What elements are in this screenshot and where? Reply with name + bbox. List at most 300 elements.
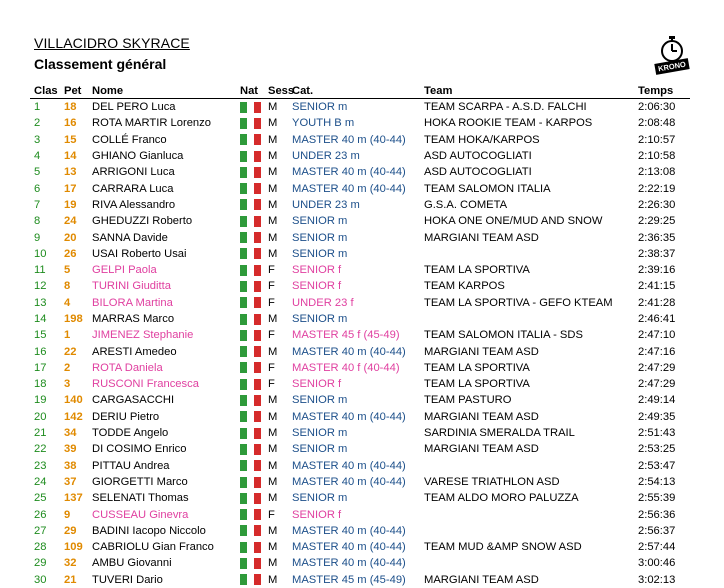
sex-cell: M — [268, 459, 278, 472]
category-cell: MASTER 40 m (40-44) — [292, 133, 406, 146]
sex-cell: M — [268, 150, 278, 163]
rank-cell: 27 — [34, 524, 47, 537]
krono-logo — [655, 35, 689, 75]
sex-cell: F — [268, 296, 275, 309]
rank-cell: 23 — [34, 459, 47, 472]
sex-cell: M — [268, 443, 278, 456]
name-cell: GHEDUZZI Roberto — [92, 215, 193, 228]
category-cell: MASTER 40 m (40-44) — [292, 541, 406, 554]
sex-cell: F — [268, 329, 275, 342]
nat-cell — [236, 392, 264, 408]
rank-cell: 11 — [34, 264, 46, 277]
nat-cell — [236, 197, 264, 213]
results-body — [30, 99, 690, 588]
name-cell: BADINI Iacopo Niccolo — [92, 524, 206, 537]
table-row — [30, 425, 690, 441]
sex-cell: M — [268, 247, 278, 260]
team-cell — [420, 506, 634, 522]
table-row — [30, 246, 690, 262]
italy-flag-icon — [240, 509, 261, 520]
sex-cell: F — [268, 508, 275, 521]
italy-flag-icon — [240, 558, 261, 569]
italy-flag-icon — [240, 395, 261, 406]
bib-cell: 5 — [64, 264, 71, 277]
nat-cell — [236, 213, 264, 229]
bib-cell: 8 — [64, 280, 71, 293]
time-cell: 3:02:13 — [638, 573, 676, 586]
name-cell: GIORGETTI Marco — [92, 475, 188, 488]
name-cell: PITTAU Andrea — [92, 459, 170, 472]
nat-cell — [236, 506, 264, 522]
header-nome: Nome — [88, 84, 236, 99]
name-cell: RIVA Alessandro — [92, 198, 176, 211]
italy-flag-icon — [240, 314, 261, 325]
sex-cell: M — [268, 492, 278, 505]
header-team: Team — [420, 84, 634, 99]
header-clas: Clas — [30, 84, 60, 99]
category-cell: SENIOR m — [292, 492, 348, 505]
nat-cell — [236, 148, 264, 164]
time-cell: 2:26:30 — [638, 198, 676, 211]
nat-cell — [236, 311, 264, 327]
time-cell: 2:51:43 — [638, 427, 676, 440]
sex-cell: M — [268, 524, 278, 537]
rank-cell: 30 — [34, 573, 47, 586]
team-cell: TEAM SCARPA - A.S.D. FALCHI — [424, 101, 587, 114]
rank-cell: 10 — [34, 247, 47, 260]
nat-cell — [236, 409, 264, 425]
team-cell: G.S.A. COMETA — [424, 198, 508, 211]
name-cell: JIMENEZ Stephanie — [92, 329, 194, 342]
sex-cell: M — [268, 427, 278, 440]
rank-cell: 2 — [34, 117, 41, 130]
bib-cell: 17 — [64, 182, 77, 195]
rank-cell: 15 — [34, 329, 47, 342]
category-cell: MASTER 45 f (45-49) — [292, 329, 400, 342]
category-cell: SENIOR m — [292, 101, 348, 114]
sex-cell: M — [268, 215, 278, 228]
name-cell: CABRIOLU Gian Franco — [92, 541, 214, 554]
rank-cell: 22 — [34, 443, 47, 456]
italy-flag-icon — [240, 232, 261, 243]
results-table — [30, 84, 690, 588]
category-cell: MASTER 40 m (40-44) — [292, 459, 406, 472]
time-cell: 2:38:37 — [638, 247, 676, 260]
bib-cell: 140 — [64, 394, 83, 407]
nat-cell — [236, 490, 264, 506]
team-cell: MARGIANI TEAM ASD — [424, 443, 539, 456]
name-cell: DI COSIMO Enrico — [92, 443, 187, 456]
bib-cell: 137 — [64, 492, 83, 505]
table-row — [30, 441, 690, 457]
nat-cell — [236, 115, 264, 131]
time-cell: 2:46:41 — [638, 313, 676, 325]
rank-cell: 18 — [34, 378, 47, 391]
time-cell: 2:47:16 — [638, 345, 676, 358]
table-row — [30, 490, 690, 506]
italy-flag-icon — [240, 183, 261, 194]
time-cell: 3:00:46 — [638, 557, 676, 570]
rank-cell: 24 — [34, 475, 47, 488]
category-cell: SENIOR f — [292, 280, 342, 293]
italy-flag-icon — [240, 346, 261, 357]
italy-flag-icon — [240, 297, 261, 308]
time-cell: 2:41:15 — [638, 280, 676, 293]
time-cell: 2:08:48 — [638, 117, 676, 130]
italy-flag-icon — [240, 525, 261, 536]
rank-cell: 21 — [34, 427, 47, 440]
sex-cell: F — [268, 280, 275, 293]
time-cell: 2:36:35 — [638, 231, 676, 244]
time-cell: 2:54:13 — [638, 475, 676, 488]
rank-cell: 13 — [34, 296, 47, 309]
sex-cell: M — [268, 394, 278, 407]
category-cell: SENIOR m — [292, 231, 348, 244]
bib-cell: 109 — [64, 541, 83, 554]
sex-cell: M — [268, 101, 278, 114]
team-cell: TEAM LA SPORTIVA — [424, 264, 530, 277]
nat-cell — [236, 458, 264, 474]
italy-flag-icon — [240, 411, 261, 422]
time-cell: 2:56:37 — [638, 524, 676, 537]
team-cell — [420, 555, 634, 571]
italy-flag-icon — [240, 118, 261, 129]
sex-cell: M — [268, 198, 278, 211]
nat-cell — [236, 425, 264, 441]
bib-cell: 39 — [64, 443, 77, 456]
italy-flag-icon — [240, 199, 261, 210]
italy-flag-icon — [240, 542, 261, 553]
name-cell: GHIANO Gianluca — [92, 150, 184, 163]
rank-cell: 8 — [34, 215, 41, 228]
bib-cell: 16 — [64, 117, 77, 130]
sex-cell: M — [268, 345, 278, 358]
time-cell: 2:39:16 — [638, 264, 676, 277]
time-cell: 2:22:19 — [638, 182, 676, 195]
table-row — [30, 360, 690, 376]
sex-cell: M — [268, 573, 278, 586]
team-cell: MARGIANI TEAM ASD — [424, 231, 539, 244]
category-cell: SENIOR m — [292, 427, 348, 440]
rank-cell: 4 — [34, 150, 41, 163]
italy-flag-icon — [240, 428, 261, 439]
table-row — [30, 343, 690, 359]
sex-cell: F — [268, 264, 275, 277]
table-row — [30, 539, 690, 555]
name-cell: TURINI Giuditta — [92, 280, 171, 293]
time-cell: 2:47:10 — [638, 329, 676, 342]
name-cell: MARRAS Marco — [92, 313, 175, 325]
rank-cell: 29 — [34, 557, 47, 570]
time-cell: 2:29:25 — [638, 215, 676, 228]
nat-cell — [236, 132, 264, 148]
nat-cell — [236, 376, 264, 392]
rank-cell: 6 — [34, 182, 41, 195]
bib-cell: 142 — [64, 410, 83, 423]
rank-cell: 26 — [34, 508, 47, 521]
rank-cell: 9 — [34, 231, 41, 244]
italy-flag-icon — [240, 151, 261, 162]
page-subtitle: Classement général — [34, 56, 167, 72]
table-row — [30, 311, 690, 327]
category-cell: UNDER 23 f — [292, 296, 354, 309]
team-cell: MARGIANI TEAM ASD — [424, 410, 539, 423]
name-cell: ARRIGONI Luca — [92, 166, 175, 179]
name-cell: TUVERI Dario — [92, 573, 163, 586]
time-cell: 2:10:58 — [638, 150, 676, 163]
bib-cell: 4 — [64, 296, 71, 309]
italy-flag-icon — [240, 444, 261, 455]
team-cell: TEAM SALOMON ITALIA - SDS — [424, 329, 583, 342]
category-cell: UNDER 23 m — [292, 150, 360, 163]
team-cell: TEAM LA SPORTIVA — [424, 361, 530, 374]
sex-cell: M — [268, 182, 278, 195]
team-cell: TEAM KARPOS — [424, 280, 505, 293]
bib-cell: 29 — [64, 524, 77, 537]
nat-cell — [236, 327, 264, 343]
time-cell: 2:53:25 — [638, 443, 676, 456]
nat-cell — [236, 278, 264, 294]
team-cell: TEAM HOKA/KARPOS — [424, 133, 540, 146]
name-cell: COLLÉ Franco — [92, 133, 167, 146]
bib-cell: 26 — [64, 247, 77, 260]
nat-cell — [236, 360, 264, 376]
time-cell: 2:47:29 — [638, 378, 676, 391]
time-cell: 2:47:29 — [638, 361, 676, 374]
category-cell: MASTER 40 m (40-44) — [292, 524, 406, 537]
bib-cell: 15 — [64, 133, 77, 146]
italy-flag-icon — [240, 102, 261, 113]
category-cell: MASTER 40 m (40-44) — [292, 182, 406, 195]
team-cell: TEAM LA SPORTIVA - GEFO KTEAM — [424, 296, 613, 309]
time-cell: 2:55:39 — [638, 492, 676, 505]
team-cell: TEAM ALDO MORO PALUZZA — [424, 492, 579, 505]
name-cell: DEL PERO Luca — [92, 101, 176, 114]
rank-cell: 19 — [34, 394, 47, 407]
name-cell: TODDE Angelo — [92, 427, 169, 440]
category-cell: YOUTH B m — [292, 117, 355, 130]
event-title: VILLACIDRO SKYRACE — [34, 35, 190, 51]
table-row — [30, 458, 690, 474]
category-cell: SENIOR m — [292, 394, 348, 407]
table-row — [30, 262, 690, 278]
sex-cell: M — [268, 133, 278, 146]
name-cell: AMBU Giovanni — [92, 557, 172, 570]
table-row — [30, 99, 690, 116]
category-cell: MASTER 40 m (40-44) — [292, 345, 406, 358]
sex-cell: M — [268, 475, 278, 488]
italy-flag-icon — [240, 460, 261, 471]
team-cell — [420, 311, 634, 327]
header-sess: Sess — [264, 84, 288, 99]
nat-cell — [236, 164, 264, 180]
italy-flag-icon — [240, 281, 261, 292]
bib-cell: 38 — [64, 459, 77, 472]
rank-cell: 7 — [34, 198, 41, 211]
category-cell: MASTER 45 m (45-49) — [292, 573, 406, 586]
name-cell: DERIU Pietro — [92, 410, 160, 423]
team-cell — [420, 458, 634, 474]
rank-cell: 1 — [34, 101, 41, 114]
sex-cell: F — [268, 361, 275, 374]
name-cell: ROTA Daniela — [92, 361, 163, 374]
italy-flag-icon — [240, 493, 261, 504]
italy-flag-icon — [240, 379, 261, 390]
table-row — [30, 278, 690, 294]
bib-cell: 21 — [64, 573, 77, 586]
rank-cell: 17 — [34, 361, 47, 374]
sex-cell: M — [268, 313, 278, 325]
table-row — [30, 132, 690, 148]
team-cell: TEAM SALOMON ITALIA — [424, 182, 551, 195]
nat-cell — [236, 474, 264, 490]
nat-cell — [236, 441, 264, 457]
bib-cell: 37 — [64, 475, 77, 488]
table-row — [30, 229, 690, 245]
table-row — [30, 409, 690, 425]
category-cell: SENIOR m — [292, 313, 348, 325]
category-cell: SENIOR f — [292, 508, 342, 521]
bib-cell: 34 — [64, 427, 77, 440]
time-cell: 2:41:28 — [638, 296, 676, 309]
nat-cell — [236, 343, 264, 359]
category-cell: SENIOR m — [292, 443, 348, 456]
team-cell: TEAM PASTURO — [424, 394, 512, 407]
table-row — [30, 474, 690, 490]
team-cell: HOKA ONE ONE/MUD AND SNOW — [424, 215, 603, 228]
nat-cell — [236, 555, 264, 571]
time-cell: 2:13:08 — [638, 166, 676, 179]
sex-cell: M — [268, 410, 278, 423]
rank-cell: 16 — [34, 345, 47, 358]
nat-cell — [236, 539, 264, 555]
category-cell: SENIOR m — [292, 247, 348, 260]
time-cell: 2:53:47 — [638, 459, 676, 472]
team-cell: SARDINIA SMERALDA TRAIL — [424, 427, 575, 440]
nat-cell — [236, 246, 264, 262]
logo-text: KRONO — [654, 58, 689, 75]
team-cell: ASD AUTOCOGLIATI — [424, 166, 532, 179]
table-row — [30, 197, 690, 213]
table-row — [30, 295, 690, 311]
table-row — [30, 506, 690, 522]
category-cell: MASTER 40 f (40-44) — [292, 361, 400, 374]
italy-flag-icon — [240, 216, 261, 227]
header-temps: Temps — [634, 84, 690, 99]
italy-flag-icon — [240, 362, 261, 373]
italy-flag-icon — [240, 477, 261, 488]
name-cell: CARGASACCHI — [92, 394, 175, 407]
name-cell: ROTA MARTIR Lorenzo — [92, 117, 211, 130]
sex-cell: M — [268, 541, 278, 554]
bib-cell: 18 — [64, 101, 77, 114]
category-cell: MASTER 40 m (40-44) — [292, 475, 406, 488]
nat-cell — [236, 99, 264, 116]
nat-cell — [236, 229, 264, 245]
time-cell: 2:56:36 — [638, 508, 676, 521]
time-cell: 2:49:35 — [638, 410, 676, 423]
sex-cell: F — [268, 378, 275, 391]
table-row — [30, 523, 690, 539]
name-cell: SELENATI Thomas — [92, 492, 189, 505]
rank-cell: 25 — [34, 492, 47, 505]
time-cell: 2:49:14 — [638, 394, 676, 407]
rank-cell: 3 — [34, 133, 41, 146]
rank-cell: 14 — [34, 313, 47, 325]
nat-cell — [236, 180, 264, 196]
table-row — [30, 392, 690, 408]
sex-cell: M — [268, 231, 278, 244]
time-cell: 2:57:44 — [638, 541, 676, 554]
name-cell: USAI Roberto Usai — [92, 247, 187, 260]
bib-cell: 32 — [64, 557, 77, 570]
nat-cell — [236, 295, 264, 311]
bib-cell: 1 — [64, 329, 71, 342]
italy-flag-icon — [240, 134, 261, 145]
header-nat: Nat — [236, 84, 264, 99]
rank-cell: 5 — [34, 166, 41, 179]
category-cell: MASTER 40 m (40-44) — [292, 166, 406, 179]
bib-cell: 19 — [64, 198, 77, 211]
table-row — [30, 555, 690, 571]
team-cell — [420, 523, 634, 539]
sex-cell: M — [268, 117, 278, 130]
category-cell: SENIOR m — [292, 215, 348, 228]
table-row — [30, 164, 690, 180]
rank-cell: 20 — [34, 410, 47, 423]
bib-cell: 22 — [64, 345, 77, 358]
category-cell: SENIOR f — [292, 378, 342, 391]
table-row — [30, 213, 690, 229]
category-cell: MASTER 40 m (40-44) — [292, 557, 406, 570]
name-cell: GELPI Paola — [92, 264, 157, 277]
category-cell: UNDER 23 m — [292, 198, 360, 211]
table-row — [30, 180, 690, 196]
team-cell: ASD AUTOCOGLIATI — [424, 150, 532, 163]
name-cell: CUSSEAU Ginevra — [92, 508, 189, 521]
table-row — [30, 376, 690, 392]
bib-cell: 20 — [64, 231, 77, 244]
team-cell: MARGIANI TEAM ASD — [424, 573, 539, 586]
sex-cell: M — [268, 166, 278, 179]
italy-flag-icon — [240, 265, 261, 276]
bib-cell: 198 — [64, 313, 83, 325]
table-row — [30, 115, 690, 131]
name-cell: RUSCONI Francesca — [92, 378, 199, 391]
sex-cell: M — [268, 557, 278, 570]
nat-cell — [236, 262, 264, 278]
bib-cell: 14 — [64, 150, 77, 163]
name-cell: BILORA Martina — [92, 296, 173, 309]
table-header-row — [30, 84, 690, 99]
category-cell: MASTER 40 m (40-44) — [292, 410, 406, 423]
rank-cell: 12 — [34, 280, 47, 293]
name-cell: SANNA Davide — [92, 231, 168, 244]
time-cell: 2:06:30 — [638, 101, 676, 114]
bib-cell: 9 — [64, 508, 71, 521]
header-pet: Pet — [60, 84, 88, 99]
nat-cell — [236, 523, 264, 539]
italy-flag-icon — [240, 167, 261, 178]
italy-flag-icon — [240, 248, 261, 259]
name-cell: CARRARA Luca — [92, 182, 174, 195]
category-cell: SENIOR f — [292, 264, 342, 277]
time-cell: 2:10:57 — [638, 133, 676, 146]
team-cell: TEAM LA SPORTIVA — [424, 378, 530, 391]
name-cell: ARESTI Amedeo — [92, 345, 177, 358]
bib-cell: 3 — [64, 378, 71, 391]
team-cell: VARESE TRIATHLON ASD — [424, 475, 560, 488]
